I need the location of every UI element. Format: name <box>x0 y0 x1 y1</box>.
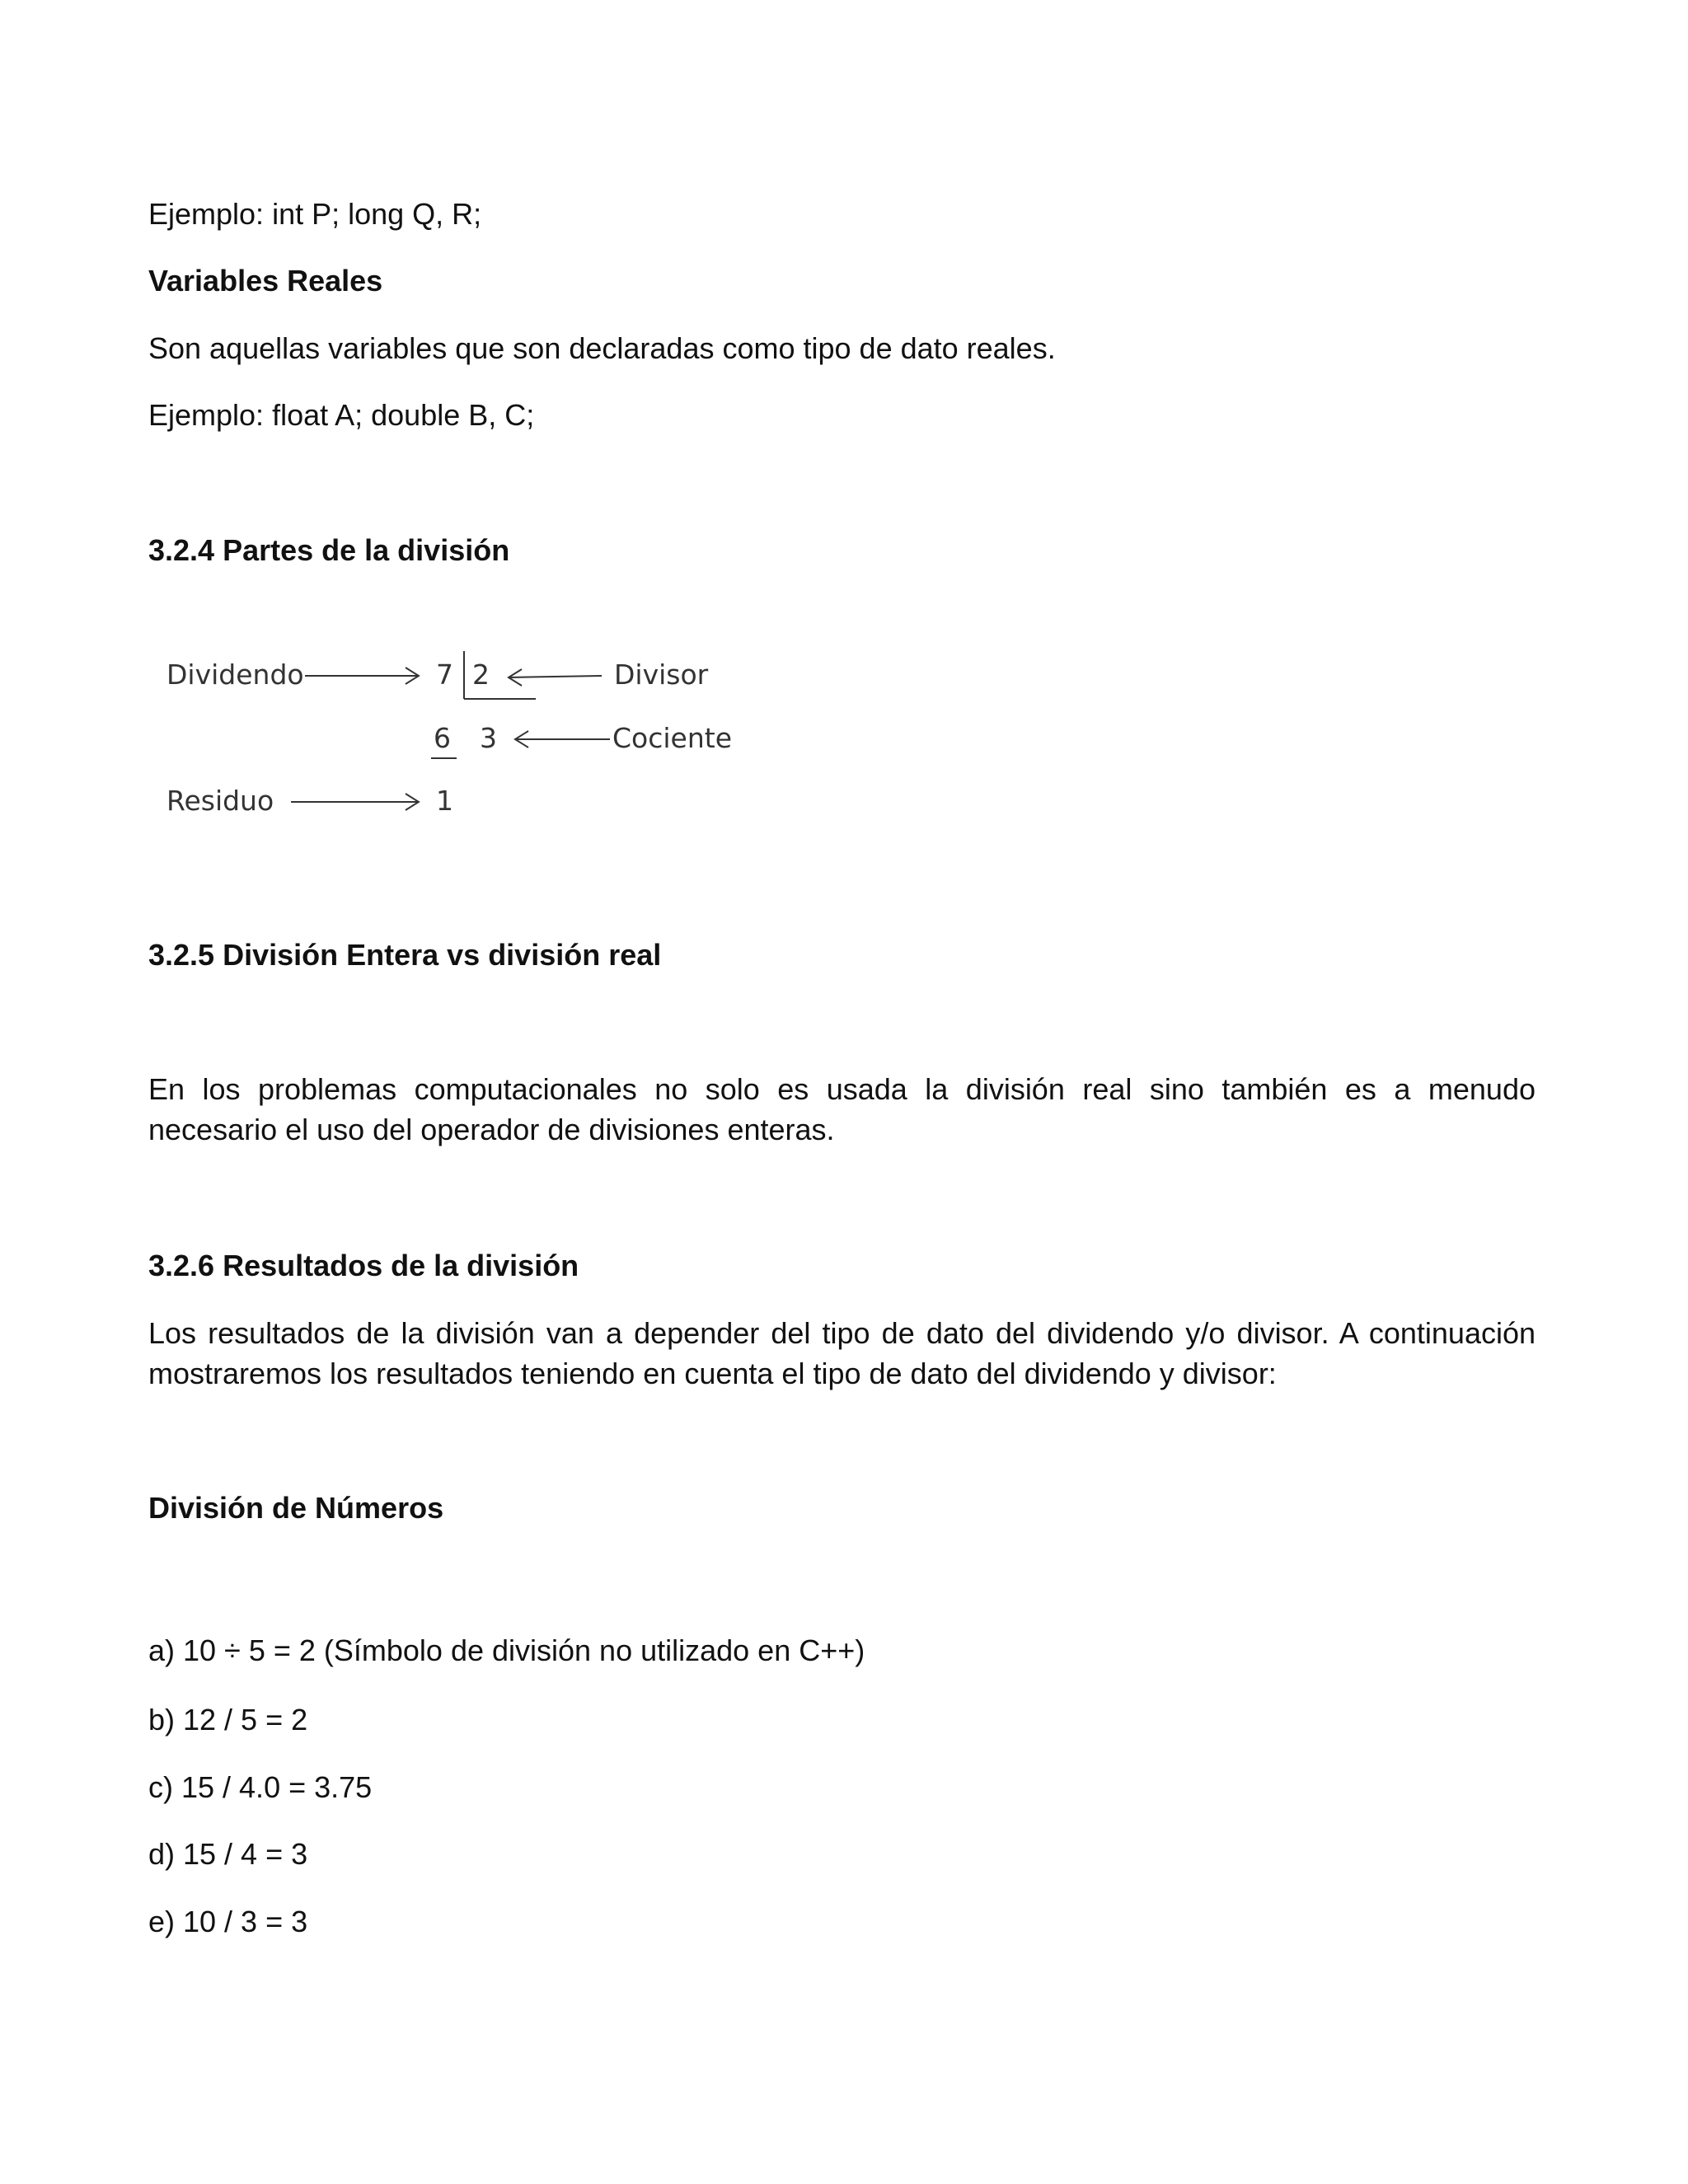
section-325-paragraph <box>148 1069 1536 1150</box>
remainder-value: 1 <box>436 785 453 817</box>
list-item: a) 10 ÷ 5 = 2 (Símbolo de división no utilizado en C++) <box>148 1633 865 1667</box>
list-item: e) 10 / 3 = 3 <box>148 1905 308 1938</box>
variables-reales-heading: Variables Reales <box>148 264 383 298</box>
dividendo-arrow <box>305 668 419 684</box>
section-325-heading: 3.2.5 División Entera vs división real <box>148 938 662 972</box>
example-float-line: Ejemplo: float A; double B, C; <box>148 398 535 432</box>
divisor-label: Divisor <box>614 658 709 691</box>
variables-reales-description: Son aquellas variables que son declaradas como tipo de dato reales. <box>148 331 1056 365</box>
residuo-label: Residuo <box>166 785 274 817</box>
section-324-heading: 3.2.4 Partes de la división <box>148 533 510 567</box>
dividend-value: 7 <box>436 658 453 691</box>
section-326-heading: 3.2.6 Resultados de la división <box>148 1249 579 1282</box>
list-item: c) 15 / 4.0 = 3.75 <box>148 1770 373 1804</box>
cociente-label: Cociente <box>612 722 733 754</box>
list-item: b) 12 / 5 = 2 <box>148 1703 308 1736</box>
section-326-paragraph-line-2: mostraremos los resultados teniendo en cuenta el tipo de dato del dividendo y divisor: <box>148 1357 1277 1390</box>
section-326-paragraph <box>148 1313 1536 1394</box>
section-325-paragraph-line-1: En los problemas computacionales no solo es usada la división real sino también es a menudo <box>148 1072 1536 1106</box>
example-int-line: Ejemplo: int P; long Q, R; <box>148 197 482 231</box>
cociente-arrow <box>515 731 610 748</box>
dividendo-label: Dividendo <box>166 658 304 691</box>
quotient-value: 3 <box>480 722 497 754</box>
list-item: d) 15 / 4 = 3 <box>148 1837 308 1871</box>
division-parts-diagram <box>148 635 775 832</box>
divisor-value: 2 <box>472 658 490 691</box>
section-326-paragraph-line-1: Los resultados de la división van a depender del tipo de dato del dividendo y/o divisor. A continuación <box>148 1316 1536 1350</box>
residuo-arrow <box>291 794 419 810</box>
section-325-paragraph-line-2: necesario el uso del operador de divisiones enteras. <box>148 1113 835 1146</box>
divisor-arrow <box>509 669 602 686</box>
product-value: 6 <box>434 722 451 754</box>
division-numeros-heading: División de Números <box>148 1491 444 1525</box>
